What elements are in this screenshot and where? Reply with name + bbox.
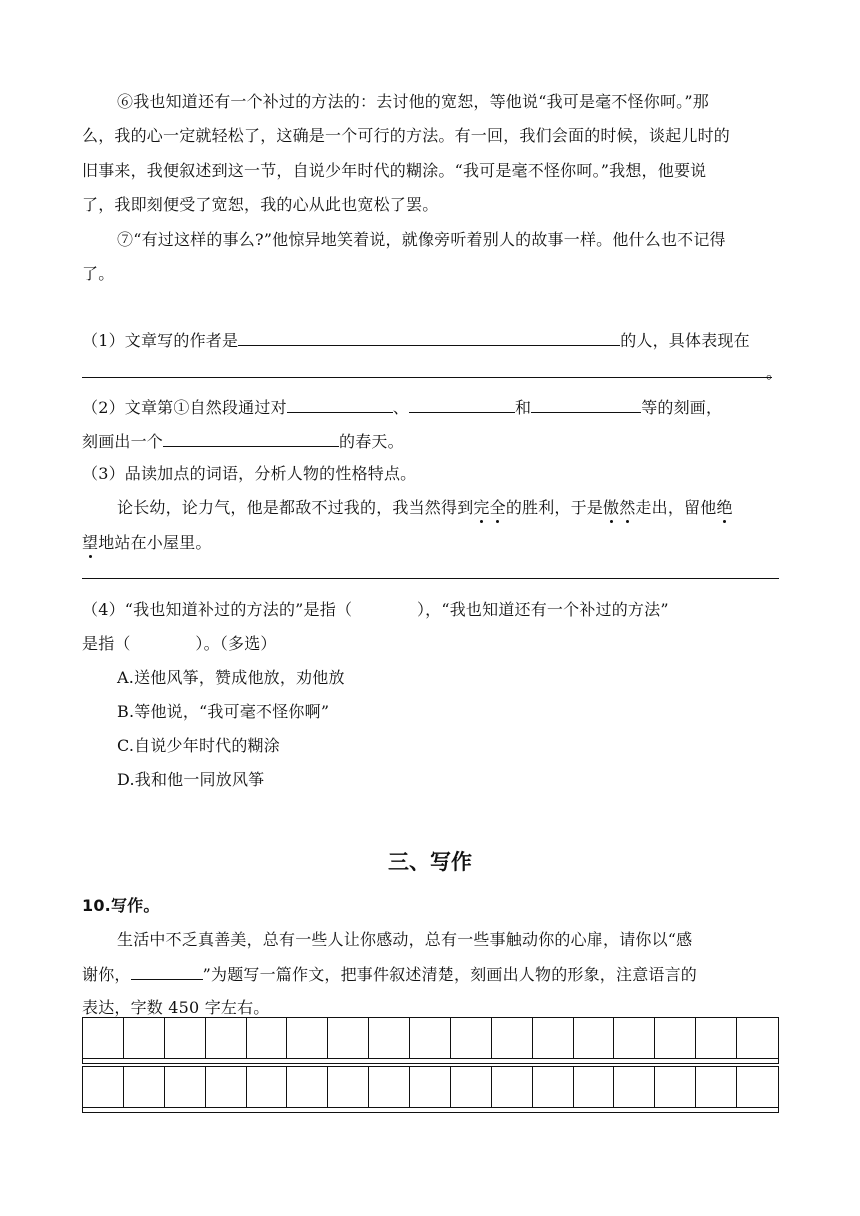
writing-cell[interactable]	[287, 1067, 328, 1107]
q1-prompt-2: 的人，具体表现在	[620, 331, 750, 350]
writing-cell[interactable]	[696, 1067, 737, 1107]
writing-cell[interactable]	[165, 1067, 206, 1107]
writing-cell[interactable]	[287, 1018, 328, 1058]
q2-blank-2[interactable]	[409, 394, 515, 413]
writing-cell[interactable]	[83, 1018, 124, 1058]
q1-prompt: （1）文章写的作者是	[82, 331, 239, 350]
writing-grid-row-1[interactable]	[82, 1017, 779, 1059]
writing-cell[interactable]	[206, 1018, 247, 1058]
question-1	[82, 327, 778, 351]
writing-cell[interactable]	[328, 1067, 369, 1107]
q2-sep-2: 和	[514, 398, 532, 417]
writing-cell[interactable]	[410, 1067, 451, 1107]
passage-p6-line2: 么，我的心一定就轻松了，这确是一个可行的方法。有一回，我们会面的时候，谈起儿时的	[82, 126, 731, 145]
writing-cell[interactable]	[696, 1018, 737, 1058]
writing-cell[interactable]	[574, 1018, 615, 1058]
writing-cell[interactable]	[574, 1067, 615, 1107]
q3-answer-line[interactable]	[82, 578, 779, 579]
dotted-char: 完	[473, 498, 490, 517]
q2-prompt-4: 的春天。	[339, 432, 404, 451]
question-4: （4）“我也知道补过的方法的”是指（ ），“我也知道还有一个补过的方法”	[82, 600, 669, 619]
q2-blank-3[interactable]	[531, 394, 641, 413]
option-c: C.自说少年时代的糊涂	[117, 736, 280, 755]
q3-excerpt-line1	[117, 495, 778, 518]
writing-cell[interactable]	[165, 1018, 206, 1058]
writing-cell[interactable]	[206, 1067, 247, 1107]
q3-excerpt-text-4: 地站在小屋里。	[98, 533, 212, 552]
q3-excerpt-text-3: 走出，留他	[635, 498, 717, 517]
q2-sep-1: 、	[392, 398, 409, 417]
dotted-char: 全	[489, 498, 506, 517]
q1-answer-line[interactable]	[82, 377, 772, 378]
writing-cell[interactable]	[737, 1018, 778, 1058]
q3-excerpt-text-2: 的胜利，于是	[505, 498, 604, 517]
q2-blank-1[interactable]	[287, 394, 393, 413]
title-blank[interactable]	[131, 961, 203, 980]
option-b: B.等他说，“我可毫不怪你啊”	[117, 702, 330, 721]
writing-cell[interactable]	[533, 1018, 574, 1058]
q3-excerpt-text-1: 论长幼，论力气，他是都敌不过我的，我当然得到	[117, 498, 474, 517]
question-4-line2: 是指（ ）。（多选）	[82, 634, 277, 653]
writing-cell[interactable]	[492, 1018, 533, 1058]
q2-prompt-2: 等的刻画，	[641, 398, 723, 417]
dotted-char: 绝	[716, 498, 733, 517]
q1-end-mark: 。	[766, 363, 783, 382]
writing-prompt-line1: 生活中不乏真善美，总有一些人让你感动，总有一些事触动你的心扉，请你以“感	[117, 930, 693, 949]
writing-cell[interactable]	[369, 1018, 410, 1058]
writing-cell[interactable]	[614, 1067, 655, 1107]
passage-p7-line1: ⑦“有过这样的事么?”他惊异地笑着说，就像旁听着别人的故事一样。他什么也不记得	[117, 230, 726, 249]
option-d: D.我和他一同放风筝	[117, 770, 265, 789]
writing-cell[interactable]	[410, 1018, 451, 1058]
writing-cell[interactable]	[492, 1067, 533, 1107]
writing-cell[interactable]	[247, 1018, 288, 1058]
passage-p6-line3: 旧事来，我便叙述到这一节，自说少年时代的糊涂。“我可是毫不怪你呵。”我想，他要说	[82, 161, 707, 180]
writing-cell[interactable]	[655, 1018, 696, 1058]
writing-cell[interactable]	[655, 1067, 696, 1107]
writing-cell[interactable]	[328, 1018, 369, 1058]
writing-cell[interactable]	[533, 1067, 574, 1107]
writing-cell[interactable]	[83, 1067, 124, 1107]
q2-blank-4[interactable]	[163, 428, 339, 447]
writing-prompt-text-2: ”为题写一篇作文，把事件叙述清楚，刻画出人物的形象，注意语言的	[202, 965, 697, 984]
writing-cell[interactable]	[247, 1067, 288, 1107]
question-3: （3）品读加点的词语，分析人物的性格特点。	[82, 464, 417, 483]
writing-cell[interactable]	[614, 1018, 655, 1058]
writing-cell[interactable]	[124, 1067, 165, 1107]
dotted-char: 然	[619, 498, 636, 517]
passage-p7-line2: 了。	[82, 264, 115, 283]
q1-blank-1[interactable]	[238, 327, 620, 346]
question-10: 10.写作。	[82, 896, 160, 915]
section-heading: 三、写作	[388, 850, 472, 874]
writing-cell[interactable]	[369, 1067, 410, 1107]
writing-cell[interactable]	[451, 1067, 492, 1107]
question-2	[82, 394, 778, 418]
q2-prompt: （2）文章第①自然段通过对	[82, 398, 287, 417]
dotted-char: 望	[82, 533, 99, 552]
writing-grid-row-2[interactable]	[82, 1066, 779, 1108]
option-a: A.送他风筝，赞成他放，劝他放	[117, 668, 345, 687]
writing-prompt-text: 谢你，	[82, 965, 131, 984]
q2-prompt-3: 刻画出一个	[82, 432, 164, 451]
writing-prompt-line2	[82, 961, 778, 985]
question-2-line2	[82, 428, 778, 452]
writing-prompt-line3: 表达，字数 450 字左右。	[82, 998, 270, 1017]
writing-cell[interactable]	[124, 1018, 165, 1058]
writing-cell[interactable]	[451, 1018, 492, 1058]
passage-p6-line4: 了，我即刻便受了宽恕，我的心从此也宽松了罢。	[82, 195, 439, 214]
passage-p6-line1: ⑥我也知道还有一个补过的方法的：去讨他的宽恕，等他说“我可是毫不怪你呵。”那	[117, 92, 709, 111]
writing-grid-spacer-1	[82, 1058, 779, 1064]
q3-excerpt-line2	[82, 530, 778, 553]
dotted-char: 傲	[603, 498, 620, 517]
writing-cell[interactable]	[737, 1067, 778, 1107]
writing-grid-spacer-2	[82, 1107, 779, 1113]
